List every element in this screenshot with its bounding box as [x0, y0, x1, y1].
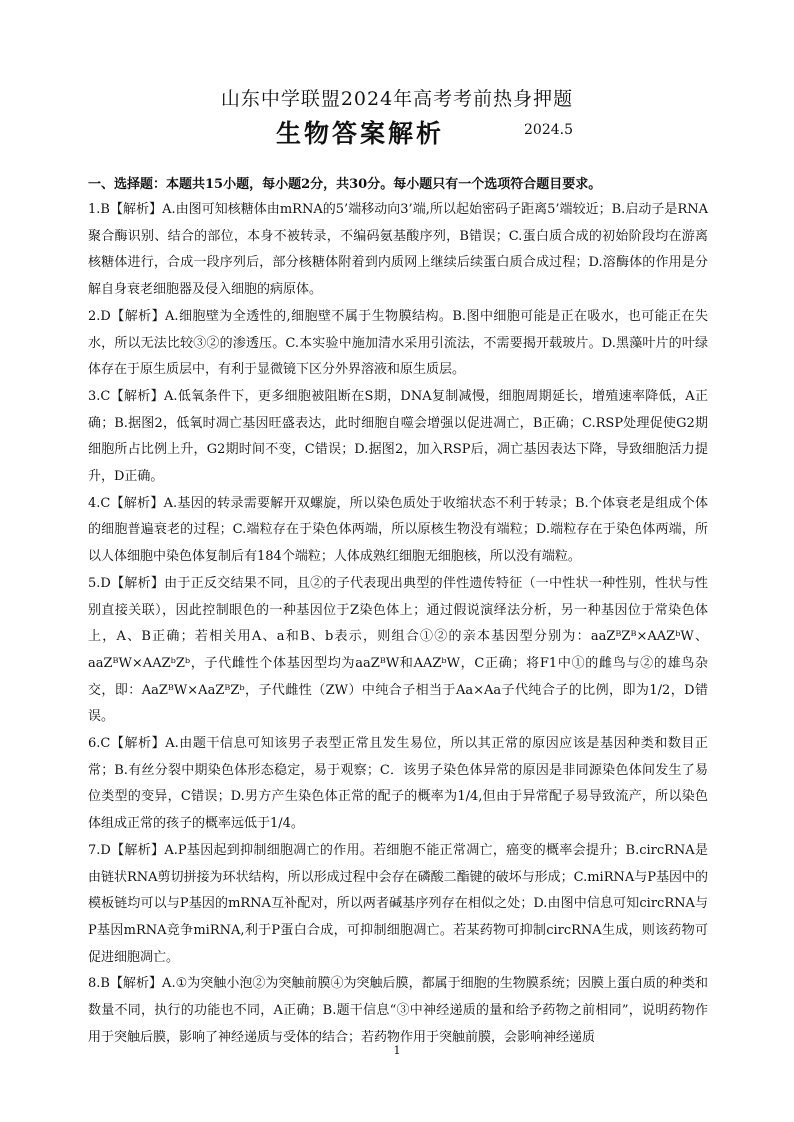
answer-item-1: 1.B【解析】A.由图可知核糖体由mRNA的5’端移动向3’端,所以起始密码子距离5’端较近；B.启动子是RNA 聚合酶识别、结合的部位，本身不被转录，不编码氨基酸序列，B错误；C.蛋白质合成的初始阶段均在游离核糖体进行，合成一段序列后，部分核糖体附着到内质网上继续后续蛋白质合成过程；D.溶酶体的作用是分解自身衰老细胞器及侵入细胞的病原体。	[88, 202, 708, 298]
answer-item-7: 7.D【解析】A.P基因起到抑制细胞凋亡的作用。若细胞不能正常凋亡，癌变的概率会提升；B.circRNA是由链状RNA剪切拼接为环状结构，所以形成过程中会存在磷酸二酯键的破坏与形成；C.miRNA与P基因中的模板链均可以与P基因的mRNA互补配对，所以两者碱基序列存在相似之处；D.由图中信息可知circRNA与P基因mRNA竞争miRNA,利于P蛋白合成，可抑制细胞凋亡。若某药物可抑制circRNA生成，则该药物可促进细胞凋亡。	[88, 842, 708, 965]
answer-item-2: 2.D【解析】A.细胞壁为全透性的,细胞壁不属于生物膜结构。B.图中细胞可能是正在吸水，也可能正在失水，所以无法比较③②的渗透压。C.本实验中施加清水采用引流法，不需要揭开载玻片。D.黑藻叶片的叶绿体存在于原生质层中，有利于显微镜下区分外界溶液和原生质层。	[88, 308, 708, 378]
page-number: 1	[393, 1044, 401, 1057]
answer-item-5: 5.D【解析】由于正反交结果不同，且②的子代表现出典型的伴性遗传特征（一中性状一种性别，性状与性别直接关联），因此控制眼色的一种基因位于Z染色体上；通过假说演绎法分析，另一种基因位于常染色体上，A、B正确；若相关用A、a和B、b表示，则组合①②的亲本基因型分别为：aaZᴮZᴮ×AAZᵇW、aaZᴮW×AAZᵇZᵇ，子代雌性个体基因型均为aaZᴮW和AAZᵇW，C正确；将F1中①的雌鸟与②的雄鸟杂交，即：AaZᴮW×AaZᴮZᵇ，子代雌性（ZW）中纯合子相当于Aa×Aa子代纯合子的比例，即为1/2，D错误。	[88, 575, 708, 725]
document-subtitle: 生物答案解析	[276, 119, 445, 148]
document-title: 山东中学联盟2024年高考考前热身押题	[220, 88, 574, 110]
subtitle-row	[0, 114, 794, 150]
answer-item-3: 3.C【解析】A.低氧条件下，更多细胞被阻断在S期，DNA复制减慢，细胞周期延长，增殖速率降低，A正确；B.据图2，低氧时凋亡基因旺盛表达，此时细胞自噬会增强以促进凋亡，B正确；C.RSP处理促使G2期细胞所占比例上升，G2期时间不变，C错误；D.据图2，加入RSP后，凋亡基因表达下降，导致细胞活力提升，D正确。	[88, 388, 708, 485]
answer-list	[88, 197, 708, 1052]
answer-item-8: 8.B【解析】A.①为突触小泡②为突触前膜④为突触后膜，都属于细胞的生物膜系统；因膜上蛋白质的种类和数量不同，执行的功能也不同，A正确；B.题干信息“③中神经递质的量和给予药物之前相同”，说明药物作用于突触后膜，影响了神经递质与受体的结合；若药物作用于突触前膜，会影响神经递质	[88, 976, 708, 1045]
answer-item-4: 4.C【解析】A.基因的转录需要解开双螺旋，所以染色质处于收缩状态不利于转录；B.个体衰老是组成个体的细胞普遍衰老的过程；C.端粒存在于染色体两端，所以原核生物没有端粒；D.端粒存在于染色体两端，所以人体细胞中染色体复制后有184个端粒；人体成熟红细胞无细胞核，所以没有端粒。	[88, 495, 708, 565]
section-heading: 一、选择题：本题共15小题，每小题2分，共30分。每小题只有一个选项符合题目要求。	[88, 177, 602, 192]
answer-item-6: 6.C【解析】A.由题干信息可知该男子表型正常且发生易位，所以其正常的原因应该是基因种类和数目正常；B.有丝分裂中期染色体形态稳定，易于观察；C．该男子染色体异常的原因是非同源染色体间发生了易位类型的变异，C错误；D.男方产生染色体正常的配子的概率为1/4,但由于异常配子易导致流产，所以染色体组成正常的孩子的概率远低于1/4。	[88, 736, 708, 832]
document-date: 2024.5	[524, 122, 573, 138]
